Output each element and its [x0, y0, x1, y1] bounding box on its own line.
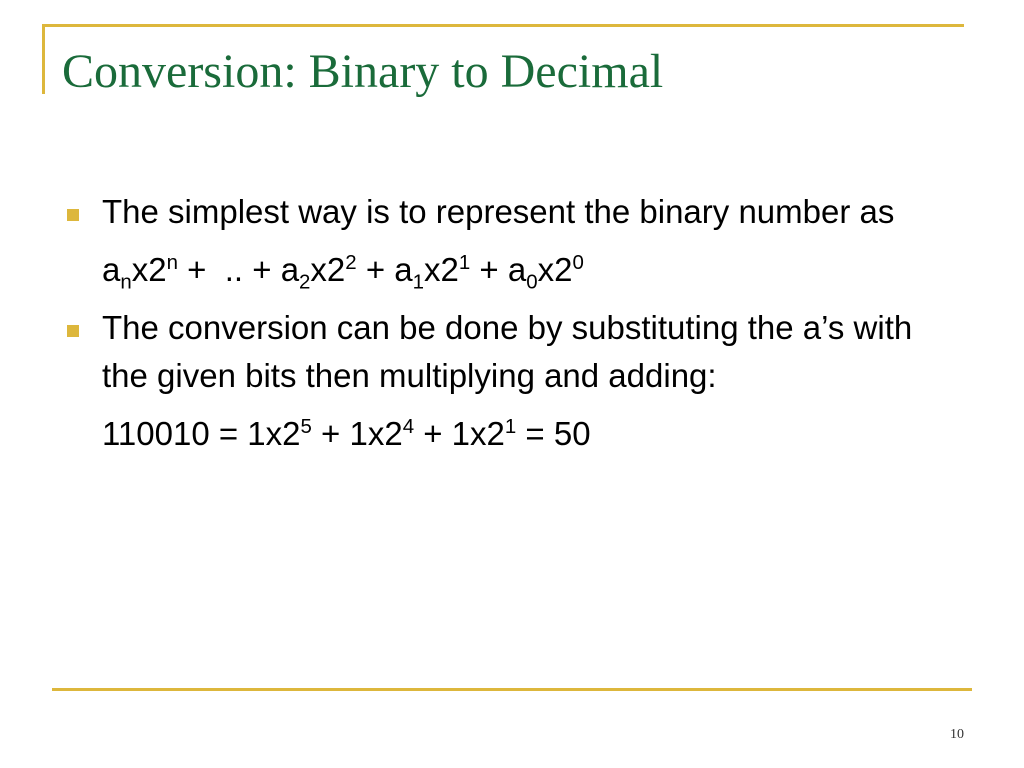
formula-term: + 1x2: [414, 415, 505, 452]
bullet-item: [64, 304, 944, 400]
bottom-accent-rule: [52, 688, 972, 691]
top-accent-rule: [42, 24, 964, 27]
general-formula: [64, 246, 944, 294]
slide-content: [64, 188, 944, 468]
formula-term: 110010 = 1x2: [102, 415, 301, 452]
formula-term: a: [102, 251, 121, 288]
formula-term: + 1x2: [311, 415, 403, 452]
formula-term: x2: [537, 251, 573, 288]
formula-exponent: 2: [345, 251, 357, 274]
formula-subscript: n: [120, 270, 132, 294]
bullet-text: The conversion can be done by substituting the a’s with the given bits then multiplying and adding:: [102, 309, 913, 394]
formula-subscript: 0: [526, 270, 538, 294]
slide-title: Conversion: Binary to Decimal: [62, 45, 664, 98]
square-bullet-icon: [67, 325, 79, 337]
formula-term: + a: [356, 251, 413, 288]
formula-term: + a: [470, 251, 527, 288]
formula-exponent: n: [166, 251, 178, 274]
formula-term: + .. + a: [177, 251, 300, 288]
bullet-text: The simplest way is to represent the binary number as: [102, 193, 895, 230]
formula-exponent: 4: [402, 415, 415, 438]
formula-term: x2: [424, 251, 459, 288]
formula-term: x2: [131, 251, 167, 288]
formula-exponent: 1: [458, 251, 471, 274]
bullet-item: [64, 188, 944, 236]
square-bullet-icon: [67, 209, 79, 221]
formula-subscript: 2: [299, 270, 311, 294]
formula-term: x2: [310, 251, 346, 288]
example-formula: [64, 410, 944, 458]
left-accent-rule: [42, 24, 45, 94]
formula-term: = 50: [516, 415, 591, 452]
formula-exponent: 0: [572, 251, 584, 274]
formula-exponent: 5: [300, 415, 312, 438]
formula-subscript: 1: [412, 270, 424, 294]
page-number: 10: [950, 727, 964, 742]
formula-exponent: 1: [504, 415, 517, 438]
